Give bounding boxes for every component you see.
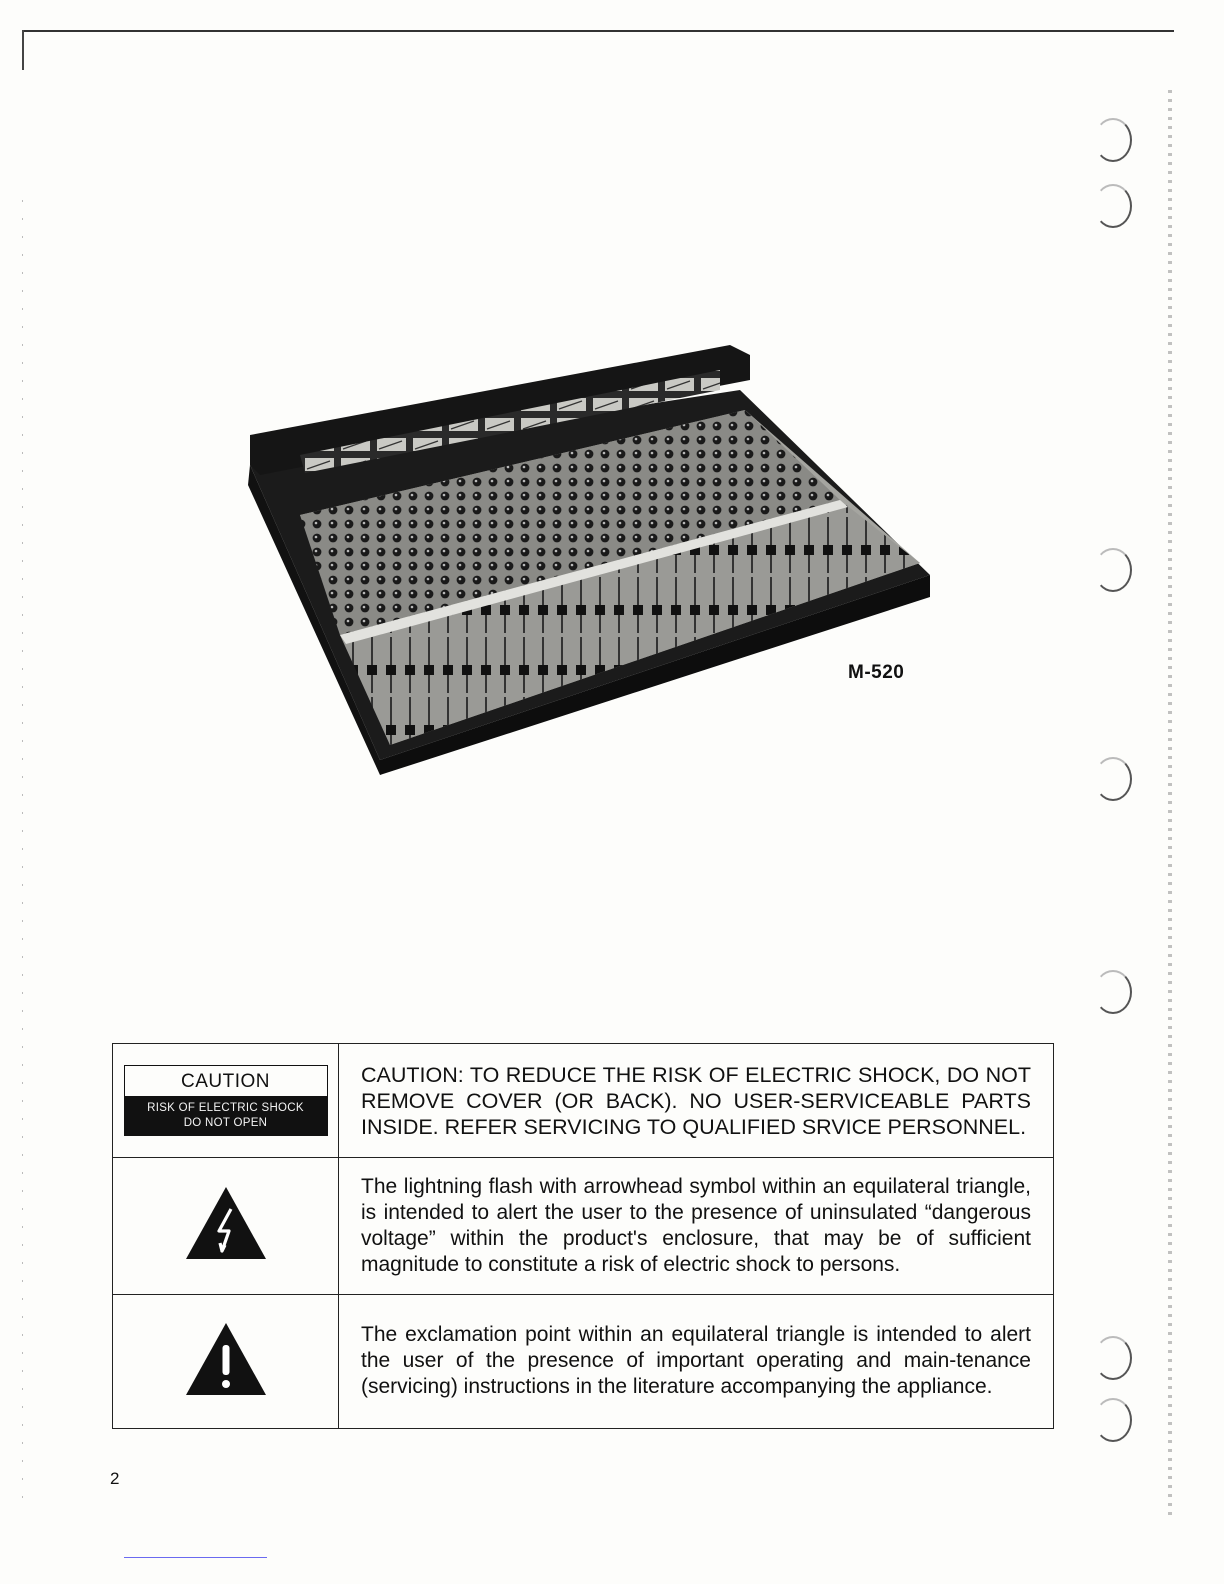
table-row bbox=[113, 1044, 1054, 1158]
binder-hole bbox=[1094, 548, 1132, 592]
blue-underline bbox=[124, 1557, 267, 1558]
right-binding-edge bbox=[1168, 90, 1172, 1520]
caution-label-subtitle bbox=[125, 1096, 327, 1135]
exclamation-symbol-cell bbox=[113, 1294, 339, 1428]
binder-hole bbox=[1094, 1336, 1132, 1380]
exclamation-text: The exclamation point within an equilateral triangle is intended to alert the user of the presence of important operating and main-tenance (servicing) instructions in the literature accompanying the appliance. bbox=[339, 1294, 1054, 1428]
table-row bbox=[113, 1158, 1054, 1294]
left-margin-specks bbox=[22, 200, 23, 1500]
caution-text: CAUTION: TO REDUCE THE RISK OF ELECTRIC SHOCK, DO NOT REMOVE COVER (OR BACK). NO USER-SERVICEABLE PARTS INSIDE. REFER SERVICING TO QUALIFIED SRVICE PERSONNEL. bbox=[339, 1044, 1054, 1158]
caution-label-line2: DO NOT OPEN bbox=[183, 1117, 268, 1130]
binder-hole bbox=[1094, 970, 1132, 1014]
binder-hole bbox=[1094, 184, 1132, 228]
binder-hole bbox=[1094, 1398, 1132, 1442]
lightning-text: The lightning flash with arrowhead symbol within an equilateral triangle, is intended to alert the user to the presence of uninsulated “dangerous voltage” within the product's enclosure, that may be of sufficient magnitude to constitute a risk of electric shock to persons. bbox=[339, 1158, 1054, 1294]
caution-label bbox=[124, 1065, 328, 1136]
binder-hole bbox=[1094, 118, 1132, 162]
table-row bbox=[113, 1294, 1054, 1428]
corner-mark bbox=[22, 30, 24, 70]
safety-warning-table bbox=[112, 1043, 1054, 1429]
lightning-symbol-cell bbox=[113, 1158, 339, 1294]
exclamation-triangle-icon bbox=[184, 1321, 268, 1397]
lightning-triangle-icon bbox=[184, 1185, 268, 1261]
caution-label-cell bbox=[113, 1044, 339, 1158]
top-rule bbox=[22, 30, 1174, 32]
model-label: M-520 bbox=[848, 662, 905, 683]
binder-hole bbox=[1094, 757, 1132, 801]
caution-label-line1: RISK OF ELECTRIC SHOCK bbox=[147, 1102, 304, 1115]
mixing-console-photo bbox=[230, 335, 950, 775]
page-number: 2 bbox=[110, 1469, 120, 1488]
caution-label-title: CAUTION bbox=[181, 1071, 270, 1093]
